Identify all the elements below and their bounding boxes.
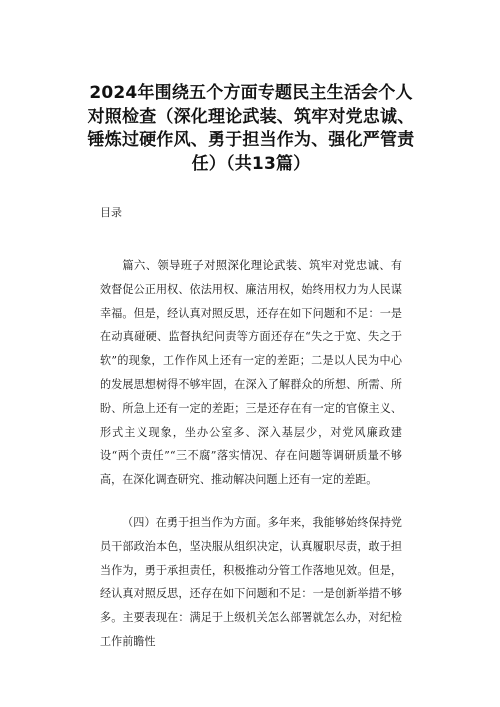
body-paragraph-2 — [100, 511, 402, 654]
paragraph-body-text: （四）在勇于担当作为方面。多年来，我能够始终保持党员干部政治本色，坚决服从组织决定，认真履职尽责，敢于担当作为，勇于承担责任，积极推动分管工作落地见效。但是，经认真对照反思，还存在如下问题和不足：一是创新举措不够多。主要表现在：满足于上级机关怎么部署就怎么办，对纪检工作前瞻性 — [100, 516, 402, 648]
paragraph-body-text: 有效督促公正用权、依法用权、廉洁用权，始终用权力为人民谋幸福。但是，经认真对照反思，还存在如下问题和不足：一是在动真碰硬、监督执纪问责等方面还存在“失之于宽、失之于软”的现象，工作作风上还有一定的差距；二是以人民为中心的发展思想树得不够牢固，在深入了解群众的所想、所需、所盼、所急上还有一定的差距；三是还存在有一定的官僚主义、形式主义现象，坐办公室多、深入基层少，对党风廉政建设“两个责任”“三不腐”落实情况、存在问题等调研质量不够高，在深化调查研究、推动解决问题上还有一定的差距。 — [100, 259, 402, 487]
document-title: 2024年围绕五个方面专题民主生活会个人对照检查（深化理论武装、筑牢对党忠诚、锤炼过硬作风、勇于担当作为、强化严管责任）（共13篇） — [87, 83, 415, 174]
body-paragraph-1 — [100, 254, 402, 492]
section-heading-lead: 篇六、领导班子对照深化理论武装、筑牢对党忠诚、 — [122, 259, 391, 272]
toc-label: 目录 — [100, 206, 122, 219]
